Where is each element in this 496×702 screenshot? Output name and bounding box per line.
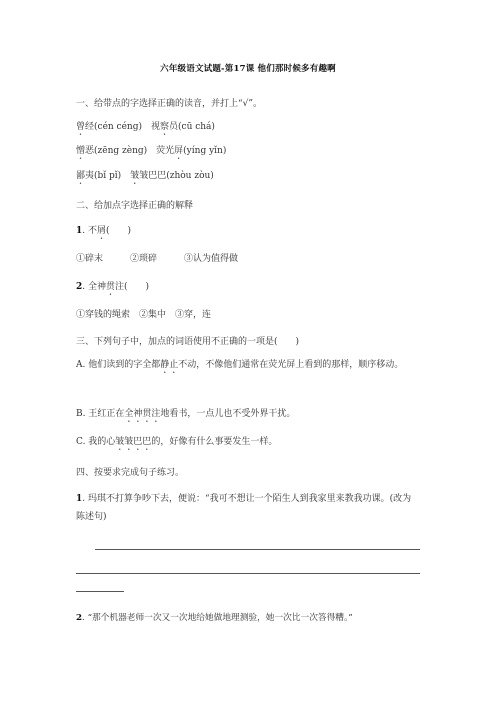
dotted-word: 皱皱巴巴 [115, 437, 152, 447]
option-text: C. 我的心 [76, 437, 116, 447]
question-number: 2 [76, 613, 83, 623]
question-text: . “那个机器老师一次又一次地给她做地理测验，她一次比一次答得糟。” [82, 613, 353, 623]
dotted-char: 察 [160, 122, 170, 132]
question-text: . 不 [82, 226, 97, 236]
s3-option-c [76, 434, 277, 453]
dotted-char: 鄙 [76, 171, 86, 181]
question-text: ( ) [106, 226, 132, 236]
pinyin-text: 夷(bǐ pǐ) [85, 171, 131, 181]
option-text: 地看书，一点儿也不受外界干扰。 [160, 409, 296, 419]
dotted-word: 全神贯注 [124, 409, 161, 419]
question-text: . 全神 [82, 282, 106, 292]
dotted-char: 曾 [76, 122, 86, 132]
answer-line-3[interactable] [76, 591, 124, 592]
dotted-char: 憎 [76, 146, 86, 156]
section-3-heading: 三、下列句子中，加点的词语使用不正确的一项是( ) [76, 337, 300, 347]
section-1-heading: 一、给带点的字选择正确的读音，并打上“√”。 [76, 99, 262, 109]
answer-line-2[interactable] [76, 573, 420, 574]
dotted-word: 静止 [160, 360, 179, 370]
s2-q1-options: ①碎末 ②琐碎 ③认为值得做 [76, 254, 239, 264]
s2-question-2 [76, 279, 149, 298]
pinyin-text: 恶(zēng zèng) 荧光 [85, 146, 175, 156]
page-title: 六年级语文试题-第17课 他们那时候多有趣啊 [160, 64, 336, 74]
s4-question-2 [76, 611, 353, 623]
question-number: 1 [76, 226, 83, 236]
question-text: 注( ) [115, 282, 150, 292]
question-number: 2 [76, 282, 83, 292]
dotted-char: 屏 [174, 146, 184, 156]
pinyin-row-2 [76, 143, 226, 162]
pinyin-text: (yíng yǐn) [183, 146, 227, 156]
dotted-char: 皱 [130, 171, 140, 181]
option-text: 不动，不像他们通常在荧光屏上看到的那样，顺序移动。 [178, 360, 404, 370]
pinyin-text: 经(cén céng) 视 [85, 122, 160, 132]
option-text: 的，好像有什么事要发生一样。 [151, 437, 278, 447]
s2-q2-options: ①穿钱的绳索 ②集中 ③穿，连 [76, 310, 212, 320]
s4-question-1 [76, 490, 420, 526]
question-text: . 玛琪不打算争吵下去，便说：“我可不想让一个陌生人到我家里来教我功课。(改为陈述句) [76, 494, 412, 522]
section-2-heading: 二、给加点字选择正确的解释 [76, 201, 194, 211]
s3-option-a [76, 356, 420, 376]
option-text: A. 他们读到的字全都 [76, 360, 161, 370]
s3-option-b [76, 406, 295, 425]
pinyin-text: 皱巴巴(zhòu zòu) [139, 171, 214, 181]
pinyin-text: 员(cū chá) [169, 122, 215, 132]
question-number: 1 [76, 494, 83, 504]
s2-question-1 [76, 223, 131, 242]
dotted-char: 屑 [97, 226, 107, 236]
section-4-heading: 四、按要求完成句子练习。 [76, 468, 185, 478]
pinyin-row-3 [76, 168, 214, 187]
option-text: B. 王红正在 [76, 409, 125, 419]
answer-line-1[interactable] [95, 549, 420, 550]
dotted-char: 贯 [106, 282, 116, 292]
pinyin-row-1 [76, 119, 215, 138]
